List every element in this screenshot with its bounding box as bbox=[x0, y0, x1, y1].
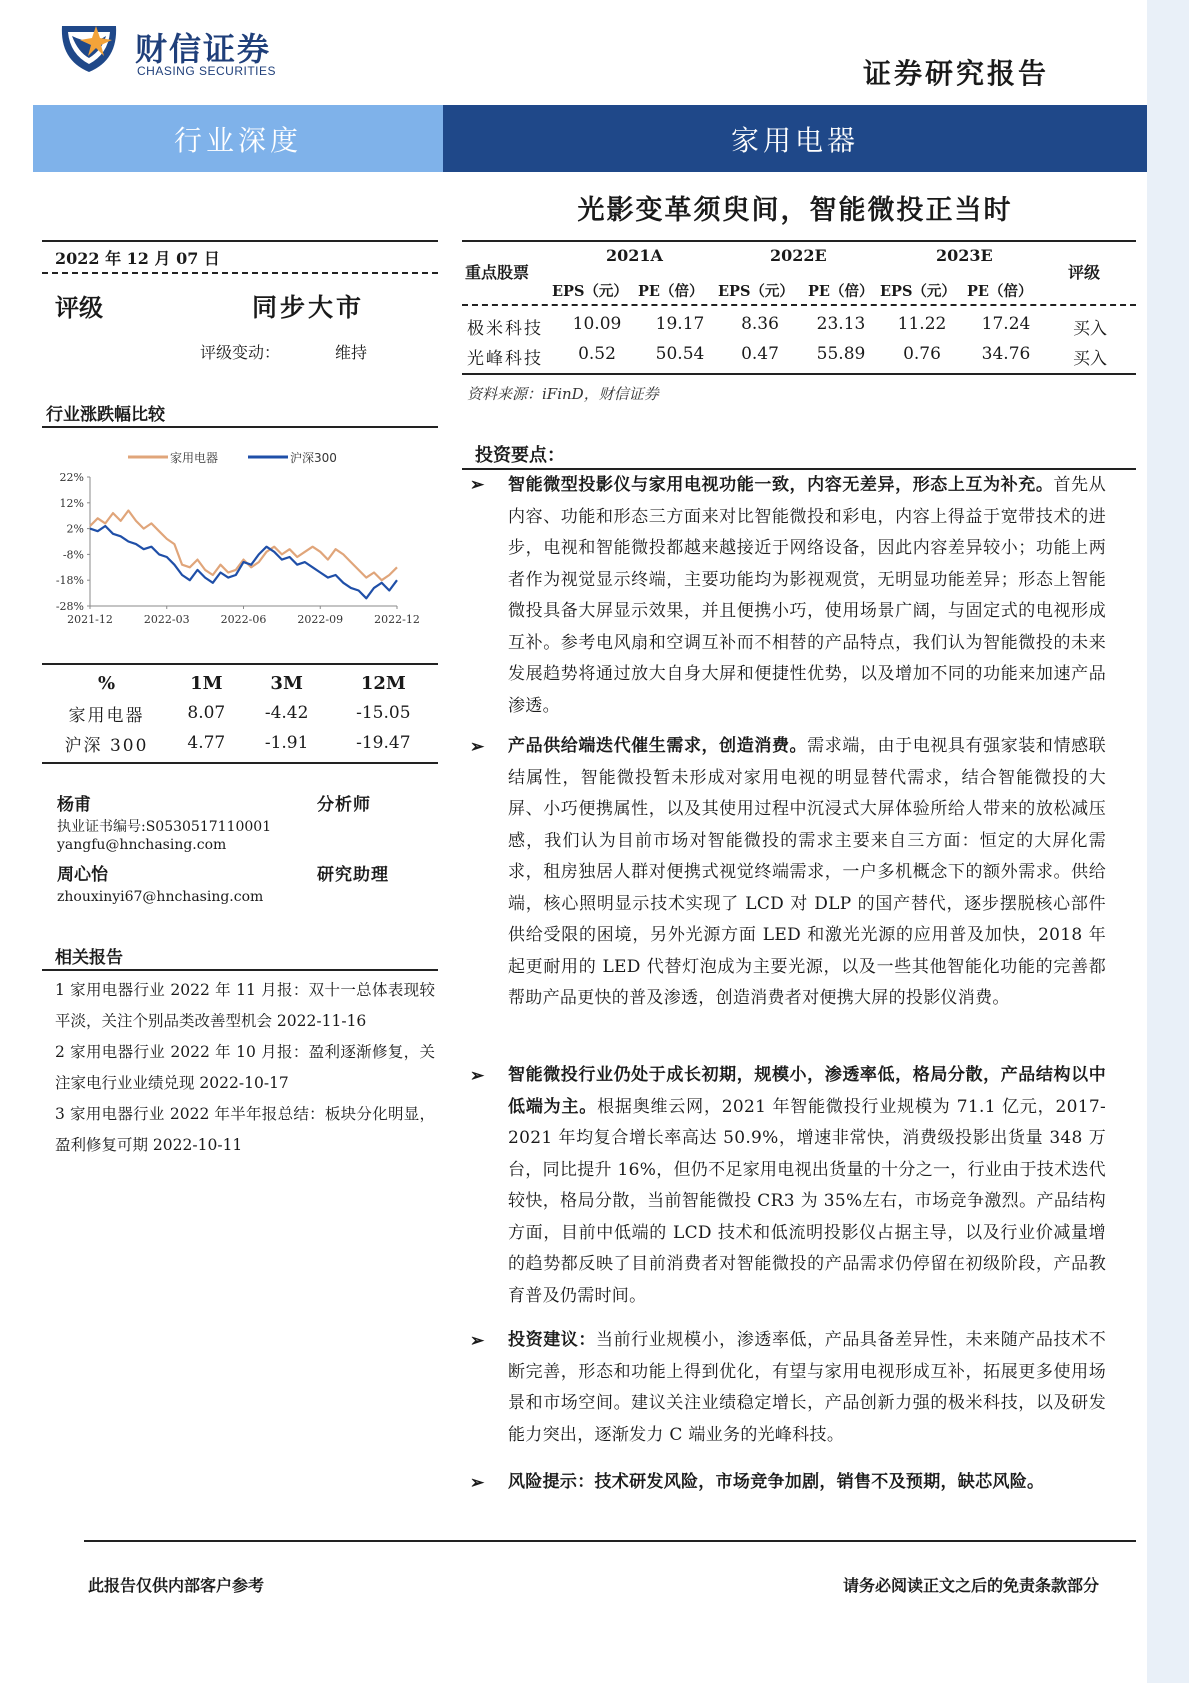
company-name-en: CHASING SECURITIES bbox=[137, 64, 277, 78]
point-lead: 投资建议： bbox=[508, 1330, 596, 1350]
x-tick-label: 2022-09 bbox=[297, 613, 344, 626]
analyst-role: 分析师 bbox=[317, 795, 371, 815]
row-label: 家用电器 bbox=[68, 705, 145, 726]
rating-change-label: 评级变动： bbox=[200, 343, 281, 362]
footer-right: 请务必阅读正文之后的免责条款部分 bbox=[842, 1576, 1099, 1595]
eps-header: EPS（元） bbox=[718, 283, 794, 300]
x-tick-label: 2021-12 bbox=[67, 613, 113, 626]
stock-value: 10.09 bbox=[572, 314, 622, 334]
bullet-arrow-icon: ➢ bbox=[470, 1473, 485, 1493]
comparison-heading: 行业涨跌幅比较 bbox=[46, 405, 165, 425]
report-type: 证券研究报告 bbox=[862, 57, 1049, 90]
bullet-arrow-icon: ➢ bbox=[470, 1331, 485, 1351]
table-cell: -19.47 bbox=[356, 733, 411, 753]
stock-value: 50.54 bbox=[655, 344, 705, 364]
report-title: 光影变革须臾间，智能微投正当时 bbox=[577, 195, 1013, 226]
column-header: 3M bbox=[270, 672, 303, 694]
year-header: 2021A bbox=[606, 246, 663, 265]
related-report[interactable]: 2 家用电器行业 2022 年 10 月报：盈利逐渐修复，关注家电行业业绩兑现 2022-10-17 bbox=[55, 1043, 435, 1092]
table-cell: -4.42 bbox=[264, 703, 309, 723]
industry-label: 家用电器 bbox=[730, 123, 859, 157]
x-tick-label: 2022-03 bbox=[143, 613, 190, 626]
table-row bbox=[44, 698, 437, 728]
divider-dashed bbox=[42, 272, 438, 274]
legend-label: 沪深300 bbox=[290, 451, 337, 465]
logo-icon bbox=[58, 20, 120, 76]
bullet-arrow-icon: ➢ bbox=[470, 475, 485, 495]
divider bbox=[462, 240, 1136, 242]
stock-value: 8.36 bbox=[741, 314, 779, 334]
point-lead: 风险提示：技术研发风险，市场竞争加剧，销售不及预期，缺芯风险。 bbox=[508, 1472, 1045, 1492]
x-tick-label: 2022-06 bbox=[220, 613, 267, 626]
divider bbox=[42, 240, 438, 242]
divider bbox=[42, 969, 438, 971]
stock-value: 55.89 bbox=[816, 344, 866, 364]
rating-value: 同步大市 bbox=[252, 293, 365, 322]
x-tick-label: 2022-12 bbox=[374, 613, 420, 626]
company-name-cn: 财信证券 bbox=[135, 30, 272, 68]
y-tick-label: -8% bbox=[62, 548, 84, 562]
footer-left: 此报告仅供内部客户参考 bbox=[88, 1576, 265, 1595]
eps-header: EPS（元） bbox=[552, 283, 628, 300]
point-lead: 产品供给端迭代催生需求，创造消费。 bbox=[508, 736, 808, 756]
related-heading: 相关报告 bbox=[55, 948, 123, 968]
divider-dashed bbox=[462, 304, 1136, 306]
performance-chart bbox=[42, 440, 438, 640]
point-paragraph bbox=[508, 1467, 1106, 1499]
stock-value: 17.24 bbox=[981, 314, 1031, 334]
stock-value: 0.52 bbox=[578, 344, 616, 364]
point-paragraph bbox=[508, 1325, 1106, 1451]
stock-rating: 买入 bbox=[1073, 349, 1107, 369]
point-body: 需求端，由于电视具有强家装和情感联结属性，智能微投暂未形成对家用电视的明显替代需求，结合智能微投的大屏、小巧便携属性，以及其使用过程中沉浸式大屏体验所给人带来的放松减压感，我们认为目前市场对智能微投的需求主要来自三方面：恒定的大屏化需求，租房独居人群对便携式视觉终端需求，一户多机概念下的额外需求。供给端，核心照明显示技术实现了 LCD 对 DLP 的国产替代，逐步摆脱核心部件供给受限的困境，另外光源方面 LED 和激光光源的应用普及加快，2018 年起更耐用的 LED 代替灯泡成为主要光源，以及一些其他智能化功能的完善都帮助产品更快的普及渗透，创造消费者对便携大屏的投影仪消费。 bbox=[508, 736, 1106, 1008]
stock-value: 19.17 bbox=[655, 314, 705, 334]
table-row bbox=[44, 728, 437, 758]
y-tick-label: -28% bbox=[55, 600, 84, 613]
divider bbox=[42, 426, 438, 428]
row-label: 沪深 300 bbox=[64, 735, 149, 756]
year-header: 2022E bbox=[770, 246, 827, 265]
bullet-arrow-icon: ➢ bbox=[470, 1066, 485, 1086]
rating-label: 评级 bbox=[55, 293, 103, 322]
stock-value: 11.22 bbox=[897, 314, 947, 334]
divider bbox=[462, 373, 1136, 375]
stock-value: 34.76 bbox=[981, 344, 1031, 364]
stock-value: 0.76 bbox=[903, 344, 941, 364]
point-paragraph bbox=[508, 1060, 1106, 1312]
divider bbox=[42, 762, 438, 764]
point-body: 根据奥维云网，2021 年智能微投行业规模为 71.1 亿元，2017-2021 年均复合增长率高达 50.9%，增速非常快，消费级投影出货量 348 万台，同比提升 16%，但仍不足家用电视出货量的十分之一，行业由于技术迭代较快，格局分散，当前智能微投 CR3 为 35%左右，市场竞争激烈。产品结构方面，目前中低端的 LCD 技术和低流明投影仪占据主导，以及行业价减量增的趋势都反映了目前消费者对智能微投的产品需求仍停留在初级阶段，产品教育普及仍需时间。 bbox=[508, 1096, 1107, 1306]
point-paragraph bbox=[508, 731, 1106, 1015]
pe-header: PE（倍） bbox=[638, 283, 704, 300]
y-tick-label: 12% bbox=[59, 496, 84, 510]
stock-name: 极米科技 bbox=[467, 319, 543, 339]
footer-divider bbox=[84, 1540, 1136, 1542]
bullet-arrow-icon: ➢ bbox=[470, 737, 485, 757]
y-tick-label: -18% bbox=[55, 574, 84, 588]
column-header: 12M bbox=[360, 672, 406, 694]
point-body: 当前行业规模小，渗透率低，产品具备差异性，未来随产品技术不断完善，形态和功能上得到优化，有望与家用电视形成互补，拓展更多使用场景和市场空间。建议关注业绩稳定增长，产品创新力强的极米科技，以及研发能力突出，逐渐发力 C 端业务的光峰科技。 bbox=[508, 1330, 1106, 1445]
stock-heading: 重点股票 bbox=[465, 263, 530, 282]
point-paragraph bbox=[508, 470, 1106, 722]
stock-value: 23.13 bbox=[816, 314, 866, 334]
point-lead: 智能微型投影仪与家用电视功能一致，内容无差异，形态上互为补充。 bbox=[508, 475, 1054, 495]
analyst-role: 研究助理 bbox=[317, 865, 389, 885]
point-body: 首先从内容、功能和形态三方面来对比智能微投和彩电，内容上得益于宽带技术的进步，电视和智能微投都越来越接近于网络设备，因此内容差异较小；功能上两者作为视觉显示终端，主要功能均为影视观赏，无明显功能差异；形态上智能微投具备大屏显示效果，并且便携小巧，使用场景广阔，与固定式的电视形成互补。参考电风扇和空调互补而不相替的产品特点，我们认为智能微投的未来发展趋势将通过放大自身大屏和便捷性优势，以及增加不同的功能来加速产品渗透。 bbox=[508, 475, 1106, 716]
pe-header: PE（倍） bbox=[808, 283, 874, 300]
y-tick-label: 2% bbox=[66, 522, 84, 536]
table-header-row bbox=[44, 668, 437, 698]
y-tick-label: 22% bbox=[59, 471, 84, 484]
table-cell: -15.05 bbox=[356, 703, 411, 723]
table-cell: -1.91 bbox=[264, 733, 309, 753]
table-cell: 4.77 bbox=[187, 733, 226, 753]
stock-name: 光峰科技 bbox=[467, 349, 543, 369]
table-cell: 8.07 bbox=[187, 703, 226, 723]
rating-header: 评级 bbox=[1068, 263, 1101, 282]
right-margin-strip bbox=[1147, 0, 1189, 1683]
table-source: 资料来源：iFinD，财信证券 bbox=[467, 385, 659, 403]
year-header: 2023E bbox=[936, 246, 993, 265]
related-report[interactable]: 3 家用电器行业 2022 年半年报总结：板块分化明显，盈利修复可期 2022-10-11 bbox=[55, 1105, 435, 1154]
category-label: 行业深度 bbox=[173, 123, 302, 157]
eps-header: EPS（元） bbox=[880, 283, 956, 300]
industry-band bbox=[443, 105, 1147, 172]
report-date: 2022 年 12 月 07 日 bbox=[55, 249, 220, 268]
stock-value: 0.47 bbox=[741, 344, 779, 364]
analyst-email[interactable]: zhouxinyi67@hnchasing.com bbox=[57, 889, 264, 905]
stock-rating: 买入 bbox=[1073, 319, 1107, 339]
analyst-cert: 执业证书编号:S0530517110001 bbox=[57, 819, 272, 835]
analyst-name: 杨甫 bbox=[57, 795, 91, 815]
legend-label: 家用电器 bbox=[170, 451, 219, 465]
analyst-email[interactable]: yangfu@hnchasing.com bbox=[57, 837, 227, 853]
performance-table bbox=[44, 668, 437, 758]
category-band bbox=[33, 105, 443, 172]
column-header: 1M bbox=[190, 672, 223, 694]
point-lead: 智能微投行业仍处于成长初期，规模小，渗透率低，格局分散，产品结构以中低端为主。 bbox=[508, 1065, 1106, 1117]
analyst-name: 周心怡 bbox=[57, 865, 108, 885]
related-report[interactable]: 1 家用电器行业 2022 年 11 月报：双十一总体表现较平淡，关注个别品类改善型机会 2022-11-16 bbox=[55, 981, 435, 1030]
column-header: % bbox=[97, 672, 116, 694]
points-heading: 投资要点： bbox=[475, 445, 565, 466]
rating-change-value: 维持 bbox=[335, 343, 368, 362]
pe-header: PE（倍） bbox=[967, 283, 1033, 300]
divider bbox=[42, 663, 438, 665]
